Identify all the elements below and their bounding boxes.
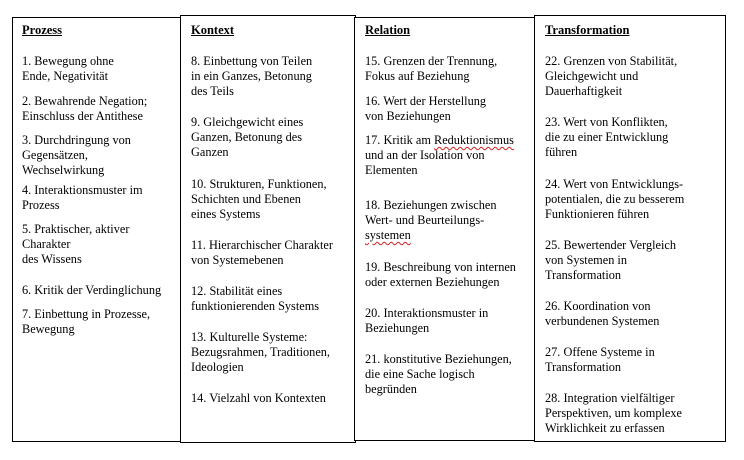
- list-item-text: und an der Isolation von Elementen: [365, 148, 485, 177]
- list-item: 20. Interaktionsmuster in Beziehungen: [365, 306, 489, 335]
- list-item: 19. Beschreibung von internen oder externen Beziehungen: [365, 260, 516, 289]
- column-relation: [354, 17, 536, 441]
- list-item: 8. Einbettung von Teilen in ein Ganzes, Betonung des Teils: [191, 54, 313, 98]
- list-item: 6. Kritik der Verdinglichung: [22, 283, 162, 297]
- list-item: 13. Kulturelle Systeme: Bezugsrahmen, Traditionen, Ideologien: [191, 330, 331, 374]
- list-item: 23. Wert von Konflikten, die zu einer Entwicklung führen: [545, 115, 669, 159]
- list-item: 12. Stabilität eines funktionierenden Systems: [191, 284, 320, 313]
- list-item: 3. Durchdringung von Gegensätzen, Wechselwirkung: [22, 133, 131, 177]
- column-kontext: [180, 15, 356, 443]
- column-prozess: [12, 17, 182, 442]
- column-title-transformation: Transformation: [545, 23, 630, 37]
- list-item-text: 18. Beziehungen zwischen Wert- und Beurteilungs-: [365, 198, 497, 227]
- list-item-text: 17. Kritik am: [365, 133, 434, 147]
- spellcheck-word: Reduktionismus: [434, 133, 514, 147]
- column-title-prozess: Prozess: [22, 23, 63, 37]
- list-item: 24. Wert von Entwicklungs- potentialen, die zu besserem Funktionieren führen: [545, 177, 685, 221]
- list-item: 11. Hierarchischer Charakter von Systemebenen: [191, 238, 333, 267]
- list-item: 16. Wert der Herstellung von Beziehungen: [365, 94, 487, 123]
- spellcheck-word: systemen: [365, 228, 411, 242]
- list-item: 5. Praktischer, aktiver Charakter des Wissens: [22, 222, 130, 266]
- list-item: 2. Bewahrende Negation; Einschluss der Antithese: [22, 94, 148, 123]
- list-item: 15. Grenzen der Trennung, Fokus auf Beziehung: [365, 54, 498, 83]
- column-transformation: [534, 15, 726, 442]
- column-title-relation: Relation: [365, 23, 411, 37]
- list-item: 28. Integration vielfältiger Perspektiven, um komplexe Wirklichkeit zu erfassen: [545, 391, 682, 435]
- list-item: 27. Offene Systeme in Transformation: [545, 345, 655, 374]
- column-title-kontext: Kontext: [191, 23, 235, 37]
- list-item: 21. konstitutive Beziehungen, die eine Sache logisch begründen: [365, 352, 512, 396]
- list-item: 22. Grenzen von Stabilität, Gleichgewicht und Dauerhaftigkeit: [545, 54, 678, 98]
- list-item: 25. Bewertender Vergleich von Systemen in Transformation: [545, 238, 677, 282]
- list-item: 10. Strukturen, Funktionen, Schichten und Ebenen eines Systems: [191, 177, 327, 221]
- list-item: 7. Einbettung in Prozesse, Bewegung: [22, 307, 151, 336]
- list-item: 14. Vielzahl von Kontexten: [191, 391, 326, 405]
- list-item: 4. Interaktionsmuster im Prozess: [22, 183, 143, 212]
- list-item: 9. Gleichgewicht eines Ganzen, Betonung des Ganzen: [191, 115, 304, 159]
- list-item: [365, 198, 496, 243]
- list-item: 1. Bewegung ohne Ende, Negativität: [22, 54, 114, 83]
- list-item: [365, 133, 514, 178]
- list-item: 26. Koordination von verbundenen Systemen: [545, 299, 660, 328]
